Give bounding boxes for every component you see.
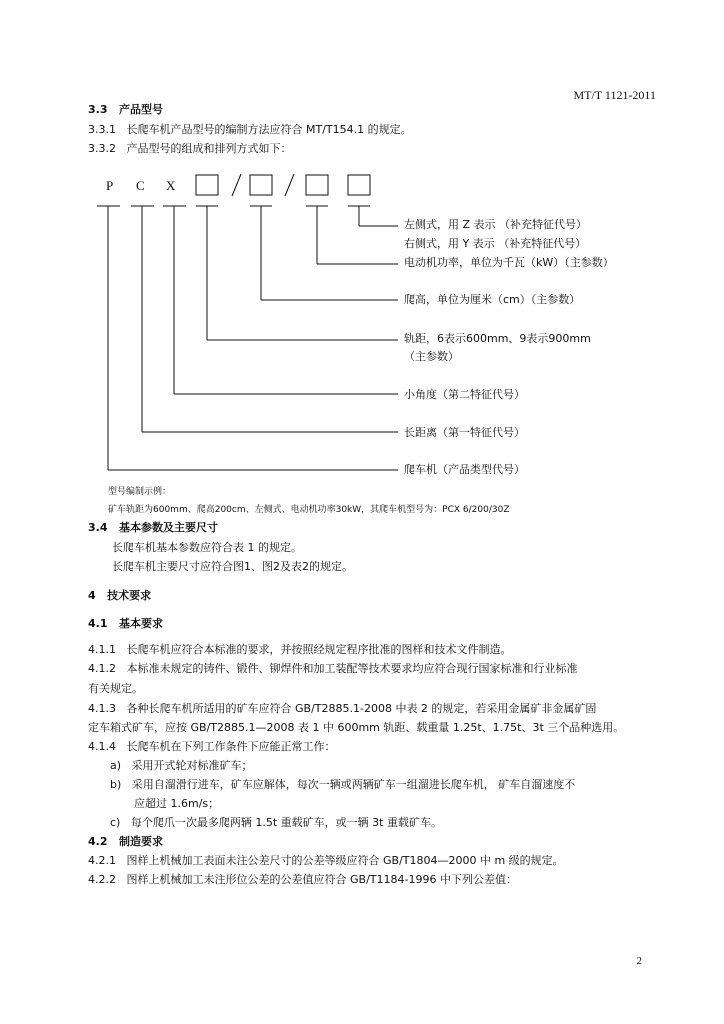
label-left-side: 左侧式，用 Z 表示 （补充特征代号） bbox=[404, 218, 588, 231]
list-item-b bbox=[110, 778, 575, 792]
example-title: 型号编制示例： bbox=[108, 487, 172, 497]
clause-number: 4.1.3 bbox=[88, 702, 116, 715]
example-text: 矿车轨距为600mm、爬高200cm、左侧式、电动机功率30kW，其爬车机型号为：PCX 6/200/30Z bbox=[108, 505, 510, 515]
code-box-gauge bbox=[196, 175, 218, 195]
section-title: 制造要求 bbox=[119, 835, 163, 848]
list-marker: a) bbox=[110, 759, 122, 772]
chapter-number: 4 bbox=[88, 589, 96, 602]
clause-4-1-2 bbox=[88, 662, 578, 676]
clause-number: 4.2.2 bbox=[88, 873, 116, 886]
clause-4-1-2-continued: 有关规定。 bbox=[88, 682, 143, 695]
section-4-1-heading bbox=[88, 617, 163, 631]
label-small-angle: 小角度（第二特征代号） bbox=[404, 388, 525, 401]
section-number: 3.3 bbox=[88, 103, 108, 116]
clause-text: 长爬车机在下列工作条件下应能正常工作： bbox=[126, 740, 336, 753]
clause-number: 4.1.4 bbox=[88, 740, 116, 753]
section-3-4-paragraph-1: 长爬车机基本参数应符合表 1 的规定。 bbox=[112, 541, 302, 554]
section-number: 4.1 bbox=[88, 617, 108, 630]
section-4-2-heading bbox=[88, 835, 163, 849]
label-gauge: 轨距，6表示600mm、9表示900mm bbox=[404, 332, 591, 345]
code-box-side bbox=[348, 175, 370, 195]
clause-4-1-4 bbox=[88, 740, 336, 754]
clause-number: 4.1.1 bbox=[88, 643, 116, 656]
list-marker: b) bbox=[110, 778, 122, 791]
list-marker: c) bbox=[110, 816, 121, 829]
page-number: 2 bbox=[636, 955, 642, 967]
letter-p: P bbox=[106, 178, 114, 193]
clause-text: 产品型号的组成和排列方式如下： bbox=[126, 142, 292, 155]
section-title: 基本参数及主要尺寸 bbox=[119, 521, 218, 534]
clause-text: 图样上机械加工未注形位公差的公差值应符合 GB/T1184-1996 中下列公差值： bbox=[126, 873, 517, 886]
clause-number: 4.2.1 bbox=[88, 854, 116, 867]
clause-number: 3.3.1 bbox=[88, 123, 116, 136]
section-3-4-paragraph-2: 长爬车机主要尺寸应符合图1、图2及表2的规定。 bbox=[112, 560, 353, 573]
list-item-c bbox=[110, 816, 442, 830]
list-text: 采用开式轮对标准矿车； bbox=[131, 759, 253, 772]
list-item-a bbox=[110, 759, 253, 773]
section-number: 3.4 bbox=[88, 521, 108, 534]
clause-text: 本标准未规定的铸件、锻件、铆焊件和加工装配等技术要求均应符合现行国家标准和行业标准 bbox=[126, 662, 578, 675]
clause-4-1-1 bbox=[88, 643, 512, 657]
clause-text: 长爬车机产品型号的编制方法应符合 MT/T154.1 的规定。 bbox=[126, 123, 412, 136]
chapter-4-heading bbox=[88, 589, 151, 603]
chapter-title: 技术要求 bbox=[107, 589, 152, 602]
label-right-side: 右侧式，用 Y 表示 （补充特征代号） bbox=[404, 237, 587, 250]
label-product-type: 爬车机（产品类型代号） bbox=[404, 463, 525, 476]
section-title: 产品型号 bbox=[119, 103, 163, 116]
clause-4-1-3 bbox=[88, 702, 596, 716]
code-box-power bbox=[306, 175, 328, 195]
clause-text: 各种长爬车机所适用的矿车应符合 GB/T2885.1-2008 中表 2 的规定，若采用金属矿非金属矿固 bbox=[126, 702, 597, 715]
label-long-distance: 长距离（第一特征代号） bbox=[404, 426, 525, 439]
clause-text: 图样上机械加工表面未注公差尺寸的公差等级应符合 GB/T1804—2000 中 m 级的规定。 bbox=[126, 854, 564, 867]
slash-2 bbox=[285, 174, 294, 196]
clause-number: 4.1.2 bbox=[88, 662, 116, 675]
section-3-4-heading bbox=[88, 521, 218, 535]
list-text: 每个爬爪一次最多爬两辆 1.5t 重载矿车，或一辆 3t 重载矿车。 bbox=[130, 816, 442, 829]
section-title: 基本要求 bbox=[119, 617, 163, 630]
slash-1 bbox=[232, 174, 241, 196]
standard-id: MT/T 1121-2011 bbox=[573, 88, 656, 102]
letter-c: C bbox=[136, 178, 145, 193]
label-height: 爬高，单位为厘米（cm）（主参数） bbox=[404, 293, 581, 306]
clause-4-1-3-continued: 定车箱式矿车，应按 GB/T2885.1—2008 表 1 中 600mm 轨距、载重量 1.25t、1.75t、3t 三个品种选用。 bbox=[88, 721, 625, 734]
clause-number: 3.3.2 bbox=[88, 142, 116, 155]
code-box-height bbox=[250, 175, 272, 195]
clause-4-2-2 bbox=[88, 873, 517, 887]
clause-4-2-1 bbox=[88, 854, 564, 868]
list-text: 采用自溜滑行进车，矿车应解体，每次一辆或两辆矿车一组溜进长爬车机， 矿车自溜速度不 bbox=[131, 778, 576, 791]
letter-x: X bbox=[166, 178, 176, 193]
list-item-b-continued: 应超过 1.6m/s； bbox=[134, 797, 220, 810]
label-gauge-note: （主参数） bbox=[404, 350, 459, 363]
section-number: 4.2 bbox=[88, 835, 108, 848]
clause-text: 长爬车机应符合本标准的要求，并按照经规定程序批准的图样和技术文件制造。 bbox=[126, 643, 512, 656]
label-motor-power: 电动机功率，单位为千瓦（kW）（主参数） bbox=[404, 256, 614, 269]
